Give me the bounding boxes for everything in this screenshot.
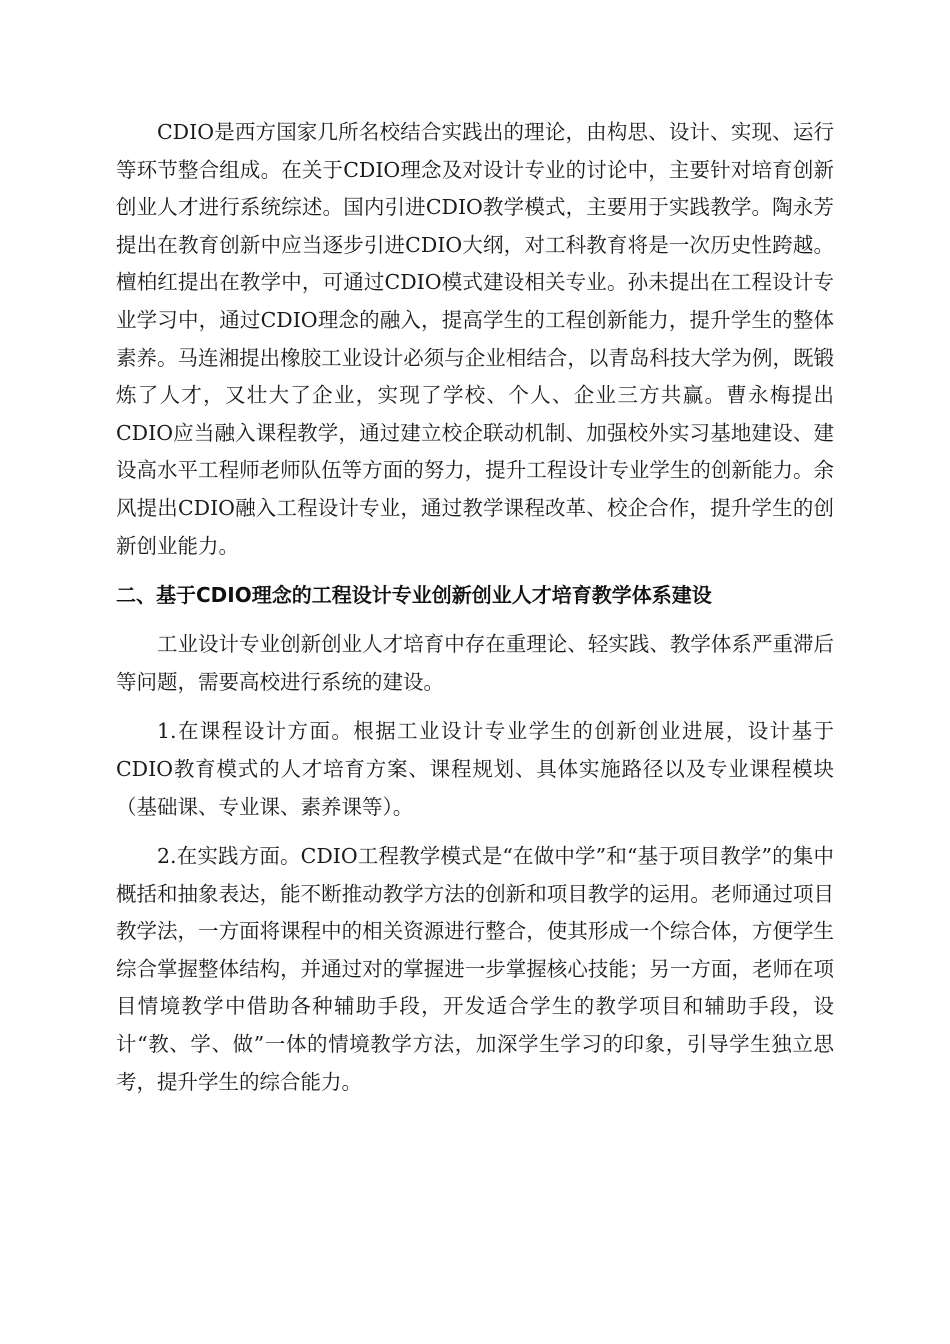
- course-design-paragraph: 1.在课程设计方面。根据工业设计专业学生的创新创业进展，设计基于CDIO教育模式的人才培育方案、课程规划、具体实施路径以及专业课程模块（基础课、专业课、素养课等）。: [116, 719, 834, 819]
- practice-paragraph: 2.在实践方面。CDIO工程教学模式是“在做中学”和“基于项目教学”的集中概括和抽象表达，能不断推动教学方法的创新和项目教学的运用。老师通过项目教学法，一方面将课程中的相关资源进行整合，使其形成一个综合体，方便学生综合掌握整体结构，并通过对的掌握进一步掌握核心技能；另一方面，老师在项目情境教学中借助各种辅助手段，开发适合学生的教学项目和辅助手段，设计“教、学、做”一体的情境教学方法，加深学生学习的印象，引导学生独立思考，提升学生的综合能力。: [116, 844, 834, 1094]
- section-intro-paragraph: 工业设计专业创新创业人才培育中存在重理论、轻实践、教学体系严重滞后等问题，需要高校进行系统的建设。: [116, 632, 834, 694]
- intro-paragraph: CDIO是西方国家几所名校结合实践出的理论，由构思、设计、实现、运行等环节整合组成。在关于CDIO理念及对设计专业的讨论中，主要针对培育创新创业人才进行系统综述。国内引进CDIO教学模式，主要用于实践教学。陶永芳提出在教育创新中应当逐步引进CDIO大纲，对工科教育将是一次历史性跨越。檀柏红提出在教学中，可通过CDIO模式建设相关专业。孙未提出在工程设计专业学习中，通过CDIO理念的融入，提高学生的工程创新能力，提升学生的整体素养。马连湘提出橡胶工业设计必须与企业相结合，以青岛科技大学为例，既锻炼了人才，又壮大了企业，实现了学校、个人、企业三方共赢。曹永梅提出CDIO应当融入课程教学，通过建立校企联动机制、加强校外实习基地建设、建设高水平工程师老师队伍等方面的努力，提升工程设计专业学生的创新能力。余风提出CDIO融入工程设计专业，通过教学课程改革、校企合作，提升学生的创新创业能力。: [116, 120, 834, 558]
- document-body: [116, 114, 834, 1101]
- section-heading: 二、基于CDIO理念的工程设计专业创新创业人才培育教学体系建设: [116, 583, 712, 608]
